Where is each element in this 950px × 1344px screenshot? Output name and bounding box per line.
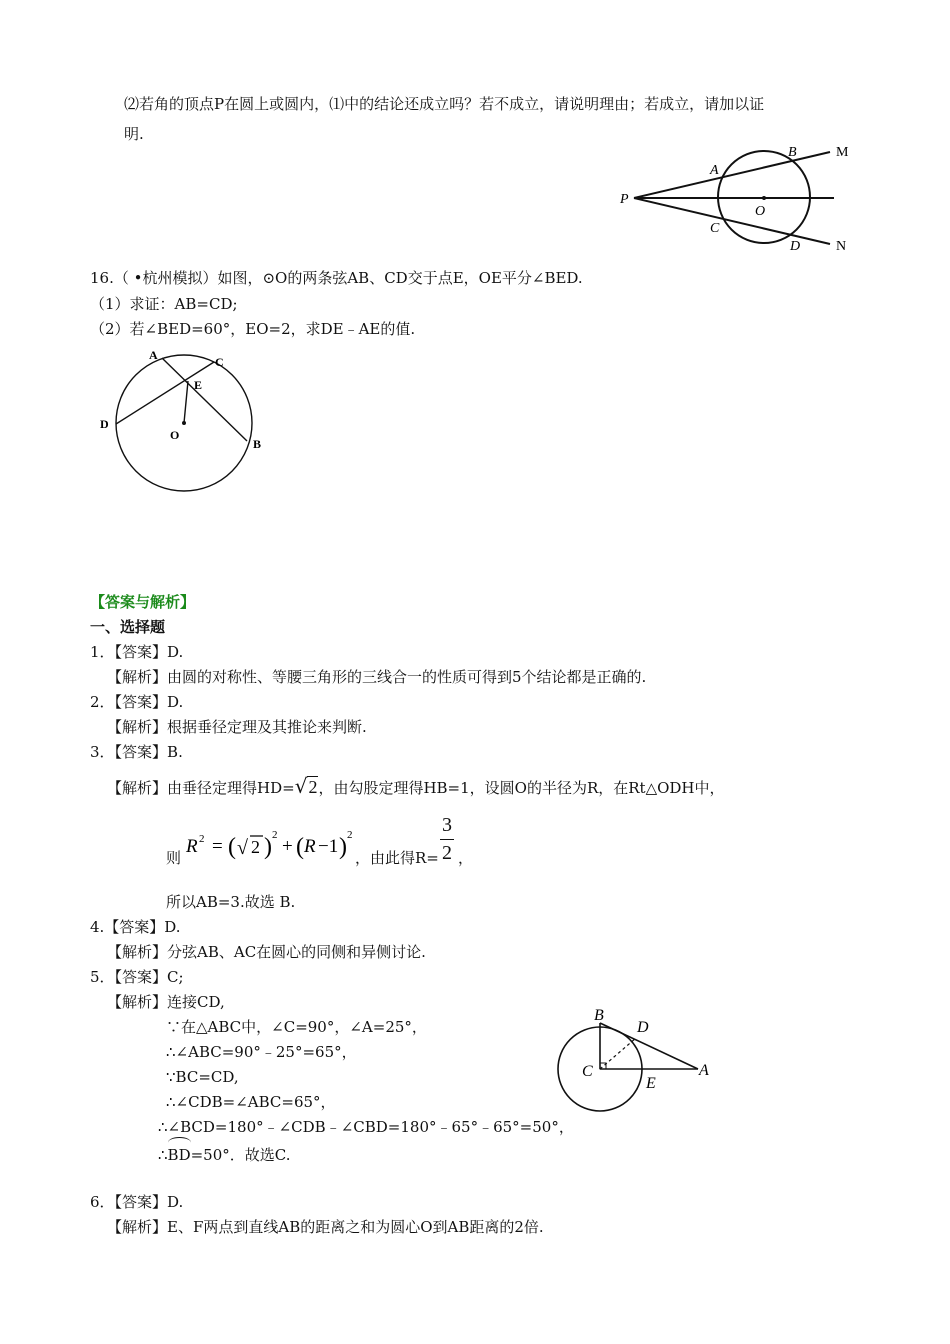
answer-3-expl-pre: 【解析】由垂径定理得HD= (107, 779, 295, 797)
svg-text:2: 2 (272, 829, 278, 841)
answer-3-expl-post: ，由勾股定理得HB=1，设圆O的半径为R，在Rt△ODH中， (318, 779, 725, 797)
answer-5-step3: ∵BC=CD, (166, 1068, 239, 1086)
svg-text:): ) (339, 834, 347, 860)
chord-cd (116, 362, 214, 424)
answers-header: 【答案与解析】 (90, 593, 196, 611)
answer-5-step2: ∴∠ABC=90°﹣25°=65°， (166, 1043, 357, 1061)
label-b: B (253, 437, 262, 451)
q15-part2-line1: ⑵若角的顶点P在圆上或圆内，⑴中的结论还成立吗？若不成立，请说明理由；若成立，请加以证 (124, 95, 765, 113)
answer-2-label: 2．【答案】D. (90, 693, 184, 711)
answer-3-label: 3．【答案】B. (90, 743, 183, 761)
answer-3-conclude: 所以AB=3.故选 B. (166, 893, 296, 911)
line-pm (634, 152, 830, 198)
fraction-numerator: 3 (442, 814, 452, 836)
answer-4-label: 4.【答案】D. (90, 918, 181, 936)
answer-1-expl: 【解析】由圆的对称性、等腰三角形的三线合一的性质可得到5个结论都是正确的. (107, 668, 647, 686)
therefore-symbol: ∴ (158, 1146, 168, 1164)
figure-q15 (612, 138, 862, 258)
answer-6-label: 6．【答案】D. (90, 1193, 184, 1211)
label-e: E (194, 378, 203, 392)
sqrt-radicand: 2 (308, 777, 318, 797)
answer-5-expl: 【解析】连接CD, (107, 993, 225, 1011)
label-a: A (710, 163, 719, 178)
label-d: D (790, 239, 801, 254)
svg-text:R: R (304, 836, 316, 857)
label-n: N (836, 239, 847, 254)
answer-5-step6-post: =50°．故选C. (190, 1146, 291, 1164)
label-d: D (637, 1019, 649, 1036)
answer-6-expl: 【解析】E、F两点到直线AB的距离之和为圆心O到AB距离的2倍. (107, 1218, 544, 1236)
q16-part1: （1）求证：AB=CD; (90, 295, 238, 313)
section-title: 一、选择题 (90, 618, 166, 636)
svg-text:(: ( (228, 834, 236, 860)
label-c: C (710, 221, 720, 236)
svg-text:2: 2 (347, 829, 353, 841)
equation-r-squared (184, 826, 354, 866)
label-a: A (699, 1062, 709, 1079)
segment-cd (600, 1038, 636, 1069)
label-m: M (836, 145, 849, 160)
label-a: A (149, 348, 158, 362)
label-b: B (788, 145, 797, 160)
answer-4-expl: 【解析】分弦AB、AC在圆心的同侧和异侧讨论. (107, 943, 426, 961)
figure-q16 (94, 344, 284, 500)
figure-answer5 (548, 1004, 718, 1128)
label-c: C (215, 355, 224, 369)
svg-text:(: ( (296, 834, 304, 860)
q16-part2: （2）若∠BED=60°，EO=2，求DE﹣AE的值. (90, 320, 416, 338)
label-d: D (100, 417, 109, 431)
answer-5-step5: ∴∠BCD=180°﹣∠CDB﹣∠CBD=180°﹣65°﹣65°=50°， (158, 1118, 574, 1136)
line-pn (634, 198, 830, 244)
answer-3-eq-mid: ，由此得R= (355, 849, 439, 867)
arc-bd: BD (167, 1146, 191, 1164)
label-b: B (594, 1007, 604, 1024)
answer-3-comma: ， (458, 849, 474, 867)
label-o: O (170, 428, 180, 442)
svg-text:2: 2 (199, 833, 205, 845)
answer-5-step6 (158, 1145, 290, 1165)
label-p: P (620, 192, 629, 207)
label-c: C (582, 1063, 593, 1080)
fraction-denominator: 2 (442, 842, 452, 864)
answer-5-label: 5．【答案】C; (90, 968, 184, 986)
label-e: E (646, 1075, 656, 1092)
svg-text:=: = (212, 836, 223, 857)
answer-3-expl (107, 776, 725, 798)
sqrt-symbol: √ (294, 774, 308, 798)
answer-5-step1: ∵在△ABC中，∠C=90°，∠A=25°， (166, 1018, 427, 1036)
answer-3-then: 则 (166, 849, 182, 867)
fraction-three-halves (440, 814, 454, 865)
answer-5-step4: ∴∠CDB=∠ABC=65°， (166, 1093, 336, 1111)
svg-text:+: + (282, 836, 293, 857)
answer-1-label: 1．【答案】D. (90, 643, 184, 661)
svg-text:R: R (186, 836, 198, 857)
q16-title: 16.（ •杭州模拟）如图，⊙O的两条弦AB、CD交于点E，OE平分∠BED. (90, 269, 583, 287)
svg-text:√: √ (237, 837, 248, 859)
svg-text:−1: −1 (318, 836, 339, 857)
svg-text:2: 2 (251, 837, 260, 857)
segment-ba (600, 1023, 698, 1069)
fraction-bar (440, 839, 454, 840)
label-o: O (755, 204, 766, 219)
segment-oe (184, 381, 188, 423)
svg-text:): ) (264, 834, 272, 860)
answer-2-expl: 【解析】根据垂径定理及其推论来判断. (107, 718, 367, 736)
q15-part2-line2: 明. (124, 125, 144, 143)
